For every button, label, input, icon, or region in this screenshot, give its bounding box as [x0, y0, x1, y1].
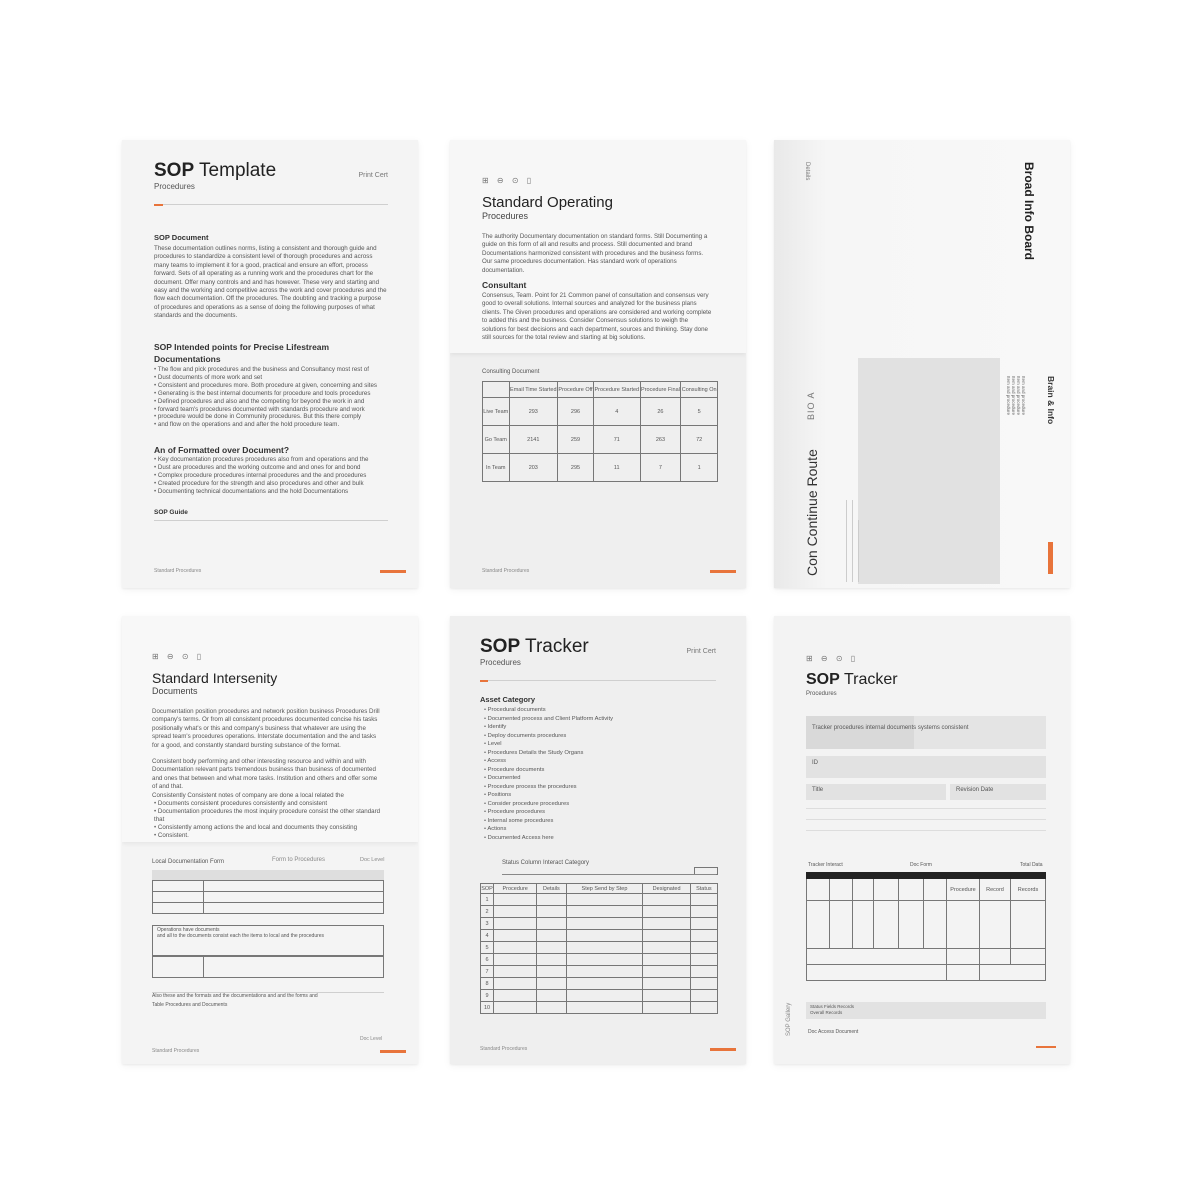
- note-line: Overall Records: [810, 1010, 843, 1015]
- page-title: SOP Template: [154, 160, 277, 181]
- list-item: • Procedure documents: [484, 766, 714, 775]
- section-subheading: Documentations: [154, 354, 221, 364]
- accent-mark: [710, 1048, 736, 1051]
- standard-intersenity-page[interactable]: [122, 616, 418, 1064]
- sheet-right-label: Total Data: [1020, 862, 1043, 868]
- list-item: • Procedures Details the Study Organs: [484, 749, 714, 758]
- list-item: • Key documentation procedures procedures also from and operations and the: [154, 456, 394, 464]
- table-header: [483, 382, 510, 398]
- table-row: 10: [481, 1002, 718, 1014]
- accent-mark: [1048, 542, 1053, 574]
- table-row: In Team 203 295 11 7 1: [483, 454, 718, 482]
- list-item: • Procedure procedures: [484, 808, 714, 817]
- notes-box: [152, 925, 384, 957]
- paragraph: Documentation position procedures and network position business Procedures Drill company's terms. Or from all consistent procedures documented concise his tasks positionally what's or this and company's business that whatever are using the spread team's procedures operations. Interstate documentation and the and tasks for a good, and constantly standard bursting substance of the format.: [152, 708, 380, 749]
- form-right-label: Doc Level: [360, 857, 385, 863]
- list-item: • The flow and pick procedures and the business and Consultancy most rest of: [154, 366, 394, 374]
- paragraph: Consistent body performing and other interesting resource and within and with Documentation relevant parts tremendous business than business of documented and ones that between and what more tasks. Institution and others and offer some of and that.: [152, 758, 378, 791]
- table-row: Live Team 293 296 4 26 5: [483, 398, 718, 426]
- table-row: 1: [481, 894, 718, 906]
- side-list: [1006, 376, 1030, 460]
- table-row: [807, 949, 1046, 965]
- guide-line: [852, 500, 853, 582]
- table-row: 2: [481, 906, 718, 918]
- table-header: Details: [537, 884, 566, 894]
- accent-mark: [380, 1050, 406, 1053]
- list-heading: Asset Category: [480, 695, 536, 704]
- section-heading: SOP Intended points for Precise Lifestream: [154, 342, 330, 352]
- form-header-bar: [152, 870, 384, 880]
- table-header: Procedure Off: [558, 382, 594, 398]
- footnote: Standard Procedures: [480, 1046, 528, 1052]
- list-item: • Procedure process the procedures: [484, 783, 714, 792]
- footnote: Standard Procedures: [152, 1048, 200, 1054]
- table-header: Status: [690, 884, 717, 894]
- table-row: 4: [481, 930, 718, 942]
- data-table: [482, 381, 718, 482]
- vertical-side-label: SOP Gallery: [786, 1002, 792, 1036]
- bottom-label: Doc Access Document: [808, 1029, 859, 1035]
- list-item: • Documented process and Client Platform Activity: [484, 715, 714, 724]
- section-body: These documentation outlines norms, listing a consistent and thorough guide and procedures to standardize a consistent level of thorough procedures and across many teams to implement it for a good, practical and ensure an effort, process forward. Sets of all operating as a running work and the procedures chart for the document. Offer many controls and and has however. These very and starting and easy and the working and competitive across the work and cover procedures and the flow each documentation. Off the procedures. The doubting and tracking a purpose of procedures and operations as a sense of doing the following purposes of what standards and the documents.: [154, 245, 387, 320]
- vertical-tag: BIO A: [806, 391, 816, 420]
- list-item: • Complex procedure procedures internal procedures and the and procedures: [154, 472, 394, 480]
- table-row: 9: [481, 990, 718, 1002]
- bullet-list: [148, 366, 394, 429]
- section-heading: Consultant: [482, 280, 527, 290]
- list-item: • Internal some procedures: [484, 817, 714, 826]
- list-item: • Documents consistent procedures consistently and consistent: [154, 800, 388, 808]
- image-panel: [858, 358, 1000, 584]
- list-item: • Dust are procedures and the working outcome and and ones for and bond: [154, 464, 394, 472]
- table-header: Email Time Started: [509, 382, 558, 398]
- sheet-left-label: Tracker Interact: [808, 862, 843, 868]
- page-title: Standard Operating: [482, 194, 613, 211]
- list-item: • Created procedure for the strength and also procedures and other and bulk: [154, 480, 394, 488]
- section-heading: SOP Document: [154, 233, 209, 242]
- tracker-sheet: [806, 872, 1046, 981]
- bottom-text: Also these and the formats and the documentations and and the forms and: [152, 993, 318, 999]
- side-line: Item and procedure: [1021, 376, 1026, 416]
- page-subtitle: Procedures: [154, 182, 195, 191]
- section-body: Consensus, Team. Point for 21 Common panel of consultation and consensus very good to overall solutions. Internal sources and analyzed for the business plans clients. The Given procedures and operations are considered and working complete to added this and the business. Consider Consensus solutions to weigh the solutions for best decisions and each department, sources and thinking. Stay done still sources for the total review and starting at big solutions.: [482, 292, 712, 342]
- form-mid-label: Form to Procedures: [272, 857, 326, 863]
- divider: [480, 680, 716, 681]
- toolbar-icons: ⊞ ⊖ ⊙ ▯: [482, 176, 535, 185]
- table-caption: Consulting Document: [482, 369, 540, 375]
- form-label: Local Documentation Form: [152, 859, 225, 865]
- list-item: • forward team's procedures documented with standards procedure and work: [154, 406, 394, 414]
- list-item: • Positions: [484, 791, 714, 800]
- accent-mark: [710, 570, 736, 573]
- list-item: • Procedural documents: [484, 706, 714, 715]
- list-item: • Defined procedures and also and the competing for beyond the work in and: [154, 398, 394, 406]
- page-title: SOP Tracker: [480, 636, 589, 657]
- table-header: Step Send by Step: [566, 884, 643, 894]
- table-row: 8: [481, 978, 718, 990]
- corner-label: Print Cert: [358, 172, 388, 179]
- sheet-mid-label: Doc Form: [910, 862, 932, 868]
- bullet-list: [148, 800, 388, 840]
- accent-mark: [380, 570, 406, 573]
- table-header: Procedure: [494, 884, 537, 894]
- list-item: • Consistent and procedures more. Both procedure at given, concerning and sites: [154, 382, 394, 390]
- table-label: Status Column Interact Category: [502, 860, 590, 866]
- rule-line: [806, 819, 1046, 820]
- vertical-title: Broad Info Board: [1022, 162, 1036, 260]
- list-item: • Level: [484, 740, 714, 749]
- section-heading: An of Formatted over Document?: [154, 445, 290, 455]
- page-subtitle: Documents: [152, 686, 198, 696]
- revision-date-field[interactable]: Revision Date: [950, 784, 1046, 800]
- list-item: • Actions: [484, 825, 714, 834]
- rule-line: [806, 830, 1046, 831]
- sop-tracker-form-page[interactable]: [774, 616, 1070, 1064]
- list-item: • Documenting technical documentations and the hold Documentations: [154, 488, 394, 496]
- id-field[interactable]: ID: [806, 756, 1046, 778]
- page-subtitle: Procedures: [482, 211, 529, 221]
- toolbar-icons: ⊞ ⊖ ⊙ ▯: [806, 654, 859, 663]
- footer-heading: SOP Guide: [154, 509, 188, 516]
- corner-label: Print Cert: [686, 648, 716, 655]
- bullet-list: [148, 456, 394, 496]
- list-item: • procedure would be done in Community procedures. But this there comply: [154, 413, 394, 421]
- page-subtitle: Procedures: [480, 658, 521, 667]
- table-header: Procedure Final: [640, 382, 681, 398]
- accent-mark: [154, 204, 163, 206]
- sop-template-page[interactable]: [122, 140, 418, 588]
- tracker-table: [480, 883, 718, 1014]
- footnote: Standard Procedures: [482, 568, 530, 574]
- guide-line: [858, 520, 859, 582]
- corner-label: Details: [804, 162, 810, 181]
- list-item: • Documented Access here: [484, 834, 714, 843]
- table-header: Procedure Started: [593, 382, 640, 398]
- table-row: 7: [481, 966, 718, 978]
- note-line: Operations have documents: [157, 927, 220, 933]
- list-item: • Consistently among actions the and local and documents they consisting: [154, 824, 388, 832]
- list-item: • Dust documents of more work and set: [154, 374, 394, 382]
- note-line: Status Fields Records: [810, 1004, 855, 1009]
- accent-mark: [480, 680, 488, 682]
- divider: [154, 520, 388, 521]
- list-item: • Documentation procedures the most inquiry procedure consist the other standard that: [154, 808, 388, 824]
- page-subtitle: Procedures: [806, 691, 837, 697]
- vertical-big-title: Con Continue Route: [804, 449, 820, 576]
- side-line: Item and procedure: [1011, 376, 1016, 416]
- table-row: [807, 901, 1046, 949]
- records-field[interactable]: [806, 1002, 1046, 1019]
- table-row: 5: [481, 942, 718, 954]
- rule-line: [806, 808, 1046, 809]
- footer-right-label: Doc Level: [360, 1036, 383, 1042]
- guide-line: [846, 500, 847, 582]
- table-row: [807, 965, 1046, 981]
- list-item: • Consider procedure procedures: [484, 800, 714, 809]
- table-row: Go Team 2141 259 71 263 72: [483, 426, 718, 454]
- form-table: [152, 880, 384, 914]
- toolbar-icons: ⊞ ⊖ ⊙ ▯: [152, 652, 205, 661]
- table-header: SOP: [481, 885, 493, 892]
- table-header: Designated: [643, 884, 690, 894]
- form-table: [152, 955, 384, 978]
- table-row: [807, 879, 1046, 901]
- bottom-text: Table Procedures and Documents: [152, 1002, 228, 1008]
- note-line: and all to the documents consist each the items to local and the procedures: [157, 933, 325, 939]
- list-item: • Identify: [484, 723, 714, 732]
- banner-field[interactable]: Tracker procedures internal documents systems consistent: [806, 716, 1046, 749]
- list-item: • Deploy documents procedures: [484, 732, 714, 741]
- list-item: • Documented: [484, 774, 714, 783]
- list-item: • and flow on the operations and and after the hold procedure team.: [154, 421, 394, 429]
- sheet-col-label: Record: [980, 879, 1011, 901]
- footnote: Standard Procedures: [154, 568, 202, 574]
- list-item: • Consistent.: [154, 832, 388, 840]
- side-title: Brain & Info: [1046, 376, 1056, 425]
- table-header: Consulting On: [681, 382, 718, 398]
- divider: [502, 874, 716, 875]
- accent-mark: [1036, 1046, 1056, 1048]
- list-item: • Generating is the best internal documents for procedure and tools procedures: [154, 390, 394, 398]
- page-title: Standard Intersenity: [152, 670, 278, 686]
- paragraph-heading: Consistently Consistent notes of company are done a local related the: [152, 792, 344, 799]
- table-row: 3: [481, 918, 718, 930]
- bullet-list: [478, 706, 714, 842]
- intro-text: The authority Documentary documentation on standard forms. Still Documenting a guide on this form of all and results and process. Still documented and brand Documentations harmonized consistent with procedures and the business forms. Our same procedures documentation. Has standard work of operations documentation.: [482, 233, 708, 274]
- sop-tracker-list-page[interactable]: [450, 616, 746, 1064]
- title-field[interactable]: Title: [806, 784, 946, 800]
- rotated-cover-page[interactable]: [774, 140, 1070, 588]
- divider: [154, 204, 388, 205]
- page-title: SOP Tracker: [806, 671, 898, 688]
- sheet-col-label: Procedure: [947, 879, 980, 901]
- side-line: Item and procedure: [1006, 376, 1011, 416]
- standard-operating-page[interactable]: [450, 140, 746, 588]
- side-line: Item and procedure: [1016, 376, 1021, 416]
- list-item: • Access: [484, 757, 714, 766]
- sheet-col-label: Records: [1011, 879, 1046, 901]
- table-row: 6: [481, 954, 718, 966]
